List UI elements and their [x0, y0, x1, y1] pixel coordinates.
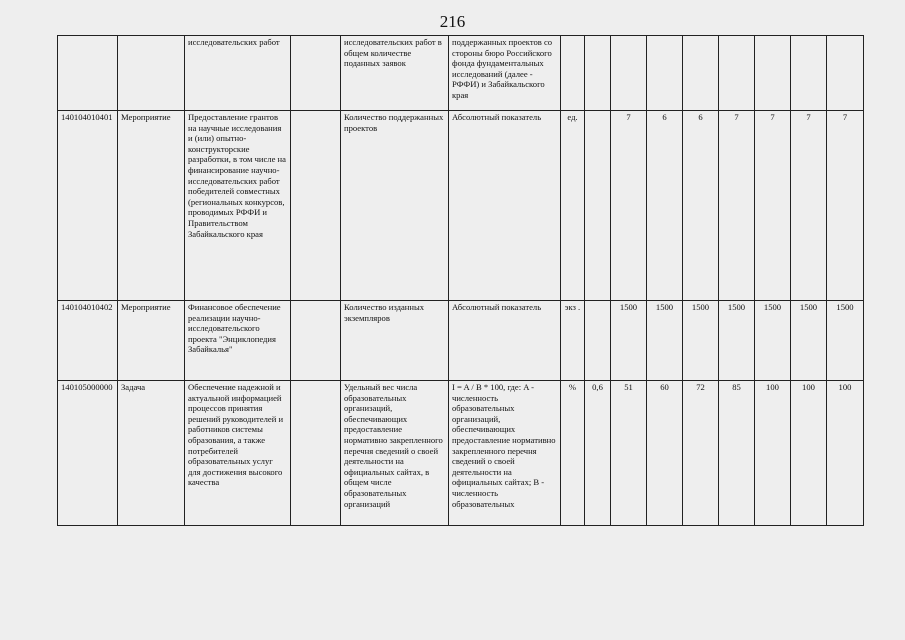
table-row [58, 36, 864, 111]
table-row [58, 301, 864, 381]
value-cell: 100 [827, 381, 864, 526]
value-cell: 100 [791, 381, 827, 526]
value-cell: 6 [683, 111, 719, 301]
value-cell: 7 [791, 111, 827, 301]
name-cell: исследовательских работ [185, 36, 291, 111]
value-cell: 1500 [683, 301, 719, 381]
unit-cell: % [561, 381, 585, 526]
method-cell: I = A / B * 100, где: A - численность образовательных организаций, обеспечивающих предоставление нормативно закрепленного перечня сведений о своей деятельности на официальных сайтах; B - численность образовательных [449, 381, 561, 526]
method-cell: Абсолютный показатель [449, 111, 561, 301]
value-cell: 1500 [611, 301, 647, 381]
base-cell: 0,6 [585, 381, 611, 526]
type-cell [118, 36, 185, 111]
value-cell: 100 [755, 381, 791, 526]
value-cell [647, 36, 683, 111]
base-cell [585, 36, 611, 111]
code-cell: 140104010402 [58, 301, 118, 381]
name-cell: Обеспечение надежной и актуальной информацией процессов принятия решений руководителей и работников системы образования, а также потребителей образовательных услуг для достижения высокого качества [185, 381, 291, 526]
name-cell: Предоставление грантов на научные исследования и (или) опытно-конструкторские разработки, в том числе на финансирование научно-исследовательских работ победителей совместных (региональных конкурсов, проводимых РФФИ и Правительством Забайкальского края [185, 111, 291, 301]
value-cell: 6 [647, 111, 683, 301]
value-cell [683, 36, 719, 111]
value-cell [755, 36, 791, 111]
value-cell [611, 36, 647, 111]
value-cell: 1500 [791, 301, 827, 381]
value-cell [791, 36, 827, 111]
table-row [58, 381, 864, 526]
indicator-cell: Количество изданных экземпляров [341, 301, 449, 381]
indicator-cell: Удельный вес числа образовательных организаций, обеспечивающих предоставление нормативно закрепленного перечня сведений о своей деятельности на официальных сайтах, в общем числе образовательных организаций [341, 381, 449, 526]
type-cell: Задача [118, 381, 185, 526]
value-cell: 7 [755, 111, 791, 301]
blank-cell [291, 381, 341, 526]
blank-cell [291, 36, 341, 111]
type-cell: Мероприятие [118, 111, 185, 301]
blank-cell [291, 111, 341, 301]
value-cell: 1500 [827, 301, 864, 381]
type-cell: Мероприятие [118, 301, 185, 381]
value-cell: 1500 [719, 301, 755, 381]
method-cell: поддержанных проектов со стороны бюро Российского фонда фундаментальных исследований (далее - РФФИ) и Забайкальского края [449, 36, 561, 111]
name-cell: Финансовое обеспечение реализации научно-исследовательского проекта "Энциклопедия Забайкалья" [185, 301, 291, 381]
code-cell: 140105000000 [58, 381, 118, 526]
method-cell: Абсолютный показатель [449, 301, 561, 381]
indicator-cell: исследовательских работ в общем количестве поданных заявок [341, 36, 449, 111]
value-cell [719, 36, 755, 111]
value-cell: 85 [719, 381, 755, 526]
value-cell: 7 [611, 111, 647, 301]
unit-cell: ед. [561, 111, 585, 301]
page-number: 216 [439, 12, 466, 31]
unit-cell: экз . [561, 301, 585, 381]
indicator-cell: Количество поддержанных проектов [341, 111, 449, 301]
value-cell: 1500 [755, 301, 791, 381]
base-cell [585, 111, 611, 301]
code-cell: 140104010401 [58, 111, 118, 301]
value-cell [827, 36, 864, 111]
blank-cell [291, 301, 341, 381]
value-cell: 1500 [647, 301, 683, 381]
value-cell: 72 [683, 381, 719, 526]
code-cell [58, 36, 118, 111]
indicators-table [57, 35, 864, 526]
table-row [58, 111, 864, 301]
base-cell [585, 301, 611, 381]
value-cell: 60 [647, 381, 683, 526]
value-cell: 51 [611, 381, 647, 526]
value-cell: 7 [719, 111, 755, 301]
value-cell: 7 [827, 111, 864, 301]
unit-cell [561, 36, 585, 111]
